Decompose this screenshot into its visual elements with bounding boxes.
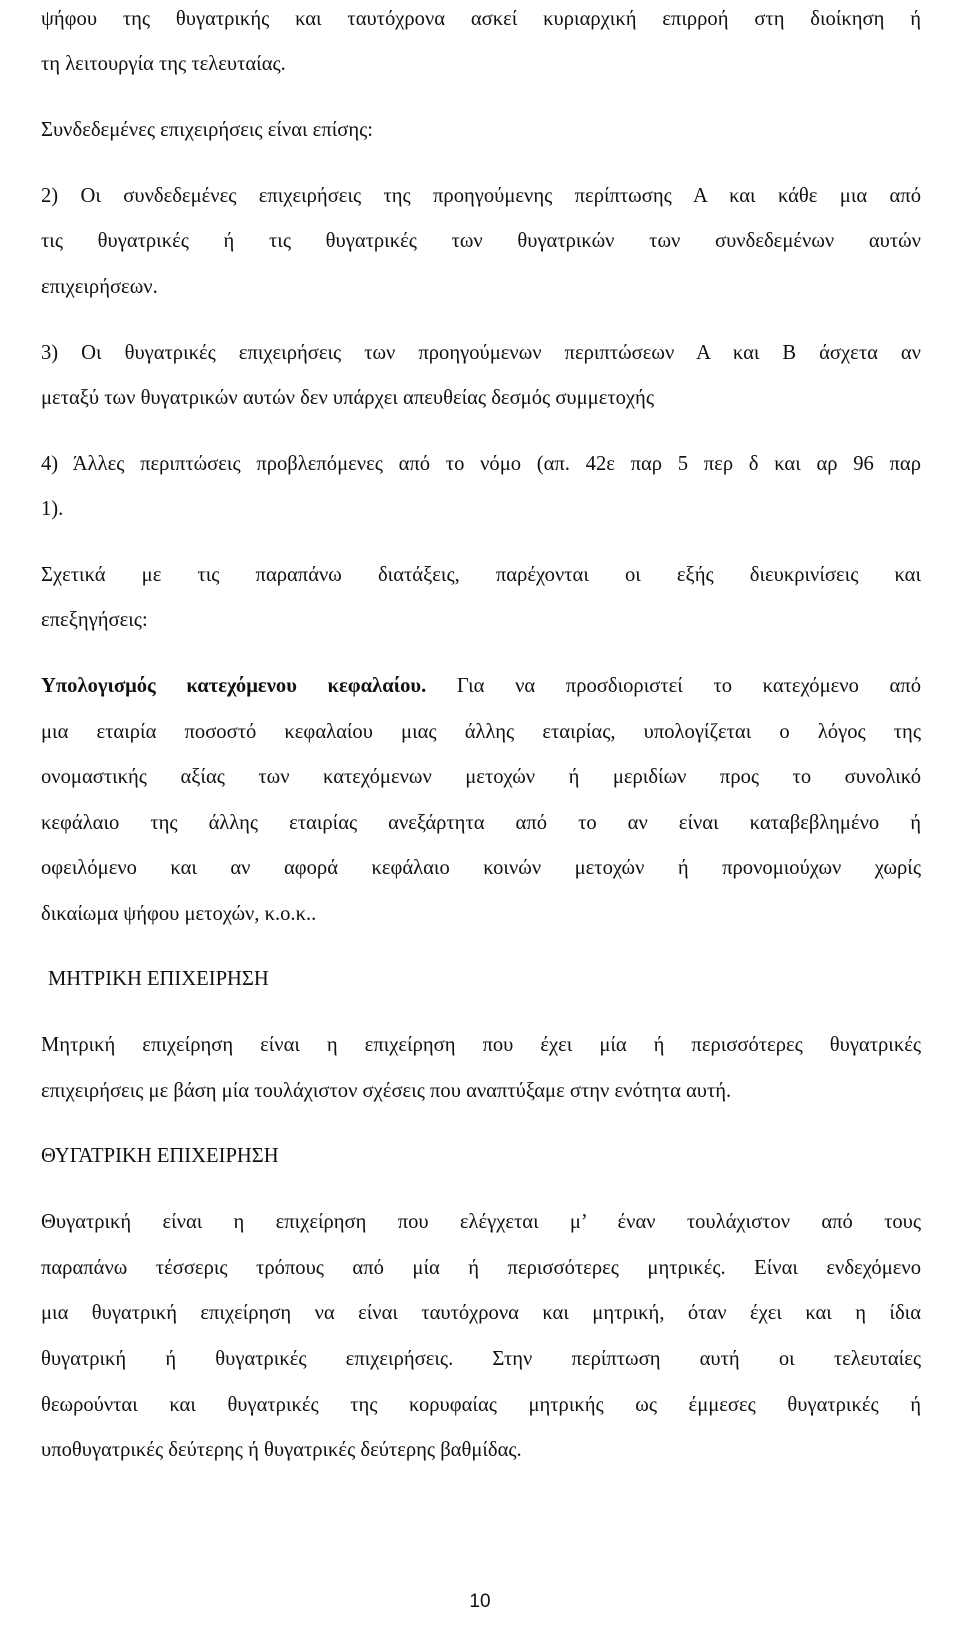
paragraph-line: επεξηγήσεις:	[41, 609, 148, 631]
paragraph-line: Σχετικά με τις παραπάνω διατάξεις, παρέχονται οι εξής διευκρινίσεις και	[41, 564, 921, 586]
section-heading: ΘΥΓΑΤΡΙΚΗ ΕΠΙΧΕΙΡΗΣΗ	[41, 1145, 279, 1167]
list-item-line: επιχειρήσεων.	[41, 276, 158, 298]
paragraph-line: υποθυγατρικές δεύτερης ή θυγατρικές δεύτερης βαθμίδας.	[41, 1439, 522, 1461]
paragraph-text: Για να προσδιοριστεί το κατεχόμενο από	[456, 675, 921, 697]
paragraph-line: παραπάνω τέσσερις τρόπους από μία ή περισσότερες μητρικές. Είναι ενδεχόμενο	[41, 1257, 921, 1279]
paragraph-line: ονομαστικής αξίας των κατεχόμενων μετοχών ή μεριδίων προς το συνολικό	[41, 766, 921, 788]
list-item-line: μεταξύ των θυγατρικών αυτών δεν υπάρχει απευθείας δεσμός συμμετοχής	[41, 387, 654, 409]
paragraph-line: θεωρούνται και θυγατρικές της κορυφαίας μητρικής ως έμμεσες θυγατρικές ή	[41, 1394, 921, 1416]
paragraph-line: Συνδεδεμένες επιχειρήσεις είναι επίσης:	[41, 119, 374, 141]
list-item-line: τις θυγατρικές ή τις θυγατρικές των θυγατρικών των συνδεδεμένων αυτών	[41, 230, 921, 252]
section-heading: ΜΗΤΡΙΚΗ ΕΠΙΧΕΙΡΗΣΗ	[48, 968, 269, 990]
list-item-line: 2) Οι συνδεδεμένες επιχειρήσεις της προηγούμενης περίπτωσης Α και κάθε μια από	[41, 185, 921, 207]
paragraph-line: θυγατρική ή θυγατρικές επιχειρήσεις. Στην περίπτωση αυτή οι τελευταίες	[41, 1348, 921, 1370]
paragraph-line: οφειλόμενο και αν αφορά κεφάλαιο κοινών μετοχών ή προνομιούχων χωρίς	[41, 857, 921, 879]
paragraph-line: μια εταιρία ποσοστό κεφαλαίου μιας άλλης εταιρίας, υπολογίζεται ο λόγος της	[41, 721, 921, 743]
paragraph-line: επιχειρήσεις με βάση μία τουλάχιστον σχέσεις που αναπτύξαμε στην ενότητα αυτή.	[41, 1080, 732, 1102]
paragraph-line: τη λειτουργία της τελευταίας.	[41, 53, 286, 75]
list-item-line: 3) Οι θυγατρικές επιχειρήσεις των προηγούμενων περιπτώσεων Α και Β άσχετα αν	[41, 342, 921, 364]
paragraph-line	[41, 671, 921, 701]
paragraph-line: ψήφου της θυγατρικής και ταυτόχρονα ασκεί κυριαρχική επιρροή στη διοίκηση ή	[41, 8, 921, 30]
bold-term: Υπολογισμός κατεχόμενου κεφαλαίου.	[41, 675, 427, 697]
list-item-line: 1).	[41, 498, 64, 520]
page-number: 10	[469, 1591, 491, 1612]
paragraph-line: κεφάλαιο της άλλης εταιρίας ανεξάρτητα από το αν είναι καταβεβλημένο ή	[41, 812, 921, 834]
paragraph-line: μια θυγατρική επιχείρηση να είναι ταυτόχρονα και μητρική, όταν έχει και η ίδια	[41, 1302, 921, 1324]
paragraph-line: Μητρική επιχείρηση είναι η επιχείρηση που έχει μία ή περισσότερες θυγατρικές	[41, 1034, 921, 1056]
paragraph-line: δικαίωμα ψήφου μετοχών, κ.ο.κ..	[41, 903, 317, 925]
paragraph-line: Θυγατρική είναι η επιχείρηση που ελέγχεται μ’ έναν τουλάχιστον από τους	[41, 1211, 921, 1233]
list-item-line: 4) Άλλες περιπτώσεις προβλεπόμενες από το νόμο (απ. 42ε παρ 5 περ δ και αρ 96 παρ	[41, 453, 921, 475]
